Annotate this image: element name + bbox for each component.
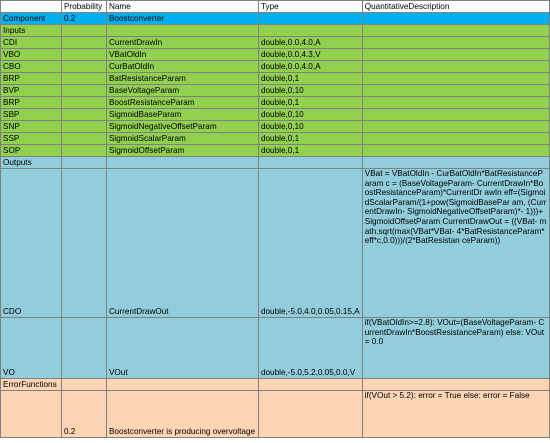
input-name-cell[interactable]: SigmoidScalarParam	[106, 133, 258, 145]
output-type-cell[interactable]: double,-5.0,5.2,0.05,0.0,V	[258, 318, 362, 379]
input-id-cell[interactable]: BRP	[1, 73, 62, 85]
output-description-cell[interactable]: if(VBatOldIn>=2.8): VOut=(BaseVoltageParam- CurrentDrawIn*BoostResistanceParam) else: VOut = 0.0	[362, 318, 549, 379]
inputs-empty-cell[interactable]	[258, 25, 362, 37]
error-name-cell[interactable]: Boostconverter is producing overvoltage	[106, 391, 258, 438]
inputs-label-cell[interactable]: Inputs	[1, 25, 62, 37]
input-type-cell[interactable]: double,0,10	[258, 85, 362, 97]
input-type-cell[interactable]: double,0,10	[258, 109, 362, 121]
component-label-cell[interactable]: Component	[1, 13, 62, 25]
header-cell-quantitative-description[interactable]: QuantitativeDescription	[362, 1, 549, 13]
input-row	[1, 49, 550, 61]
input-row	[1, 145, 550, 157]
component-probability-cell[interactable]: 0.2	[61, 13, 106, 25]
input-probability-cell[interactable]	[61, 109, 106, 121]
input-id-cell[interactable]: SBP	[1, 109, 62, 121]
input-probability-cell[interactable]	[61, 61, 106, 73]
error-row	[1, 391, 550, 438]
outputs-empty-cell[interactable]	[106, 157, 258, 169]
input-description-cell[interactable]	[362, 37, 549, 49]
input-name-cell[interactable]: SigmoidBaseParam	[106, 109, 258, 121]
input-probability-cell[interactable]	[61, 37, 106, 49]
input-probability-cell[interactable]	[61, 73, 106, 85]
component-type-cell[interactable]	[258, 13, 362, 25]
input-row	[1, 97, 550, 109]
input-probability-cell[interactable]	[61, 85, 106, 97]
input-type-cell[interactable]: double,0,1	[258, 97, 362, 109]
inputs-empty-cell[interactable]	[61, 25, 106, 37]
input-probability-cell[interactable]	[61, 49, 106, 61]
input-name-cell[interactable]: SigmoidOffsetParam	[106, 145, 258, 157]
inputs-section-row	[1, 25, 550, 37]
output-row	[1, 169, 550, 318]
input-description-cell[interactable]	[362, 85, 549, 97]
inputs-empty-cell[interactable]	[362, 25, 549, 37]
input-id-cell[interactable]: CDI	[1, 37, 62, 49]
input-name-cell[interactable]: CurBatOldIn	[106, 61, 258, 73]
component-row	[1, 13, 550, 25]
input-row	[1, 85, 550, 97]
component-description-cell[interactable]	[362, 13, 549, 25]
input-description-cell[interactable]	[362, 49, 549, 61]
input-name-cell[interactable]: VBatOldIn	[106, 49, 258, 61]
input-probability-cell[interactable]	[61, 97, 106, 109]
errors-section-row	[1, 379, 550, 391]
input-probability-cell[interactable]	[61, 145, 106, 157]
input-description-cell[interactable]	[362, 61, 549, 73]
output-name-cell[interactable]: VOut	[106, 318, 258, 379]
error-type-cell[interactable]	[258, 391, 362, 438]
component-name-cell[interactable]: Boostconverter	[106, 13, 258, 25]
input-row	[1, 73, 550, 85]
output-probability-cell[interactable]	[61, 318, 106, 379]
input-name-cell[interactable]: SigmoidNegativeOffsetParam	[106, 121, 258, 133]
input-row	[1, 61, 550, 73]
header-cell-probability[interactable]: Probability	[61, 1, 106, 13]
input-row	[1, 121, 550, 133]
outputs-empty-cell[interactable]	[362, 157, 549, 169]
header-row	[1, 1, 550, 13]
input-description-cell[interactable]	[362, 133, 549, 145]
output-description-cell[interactable]: VBat = VBatOldIn - CurBatOldIn*BatResistanceParam c = (BaseVoltageParam- CurrentDrawIn*BoostResistanceParam)*CurrentDr awIn eff=(SigmoidScalarParam/(1+pow(SigmoidBasePar am, (CurrentDrawIn- SigmoidNegativeOffsetParam)*- 1)))+SigmoidOffsetParam CurrentDrawOut = ((VBat- math.sqrt(max(VBat*VBat- 4*BatResistanceParam*eff*c,0.0)))/(2*BatResistan ceParam))	[362, 169, 549, 318]
input-probability-cell[interactable]	[61, 133, 106, 145]
input-description-cell[interactable]	[362, 109, 549, 121]
input-id-cell[interactable]: SNP	[1, 121, 62, 133]
input-row	[1, 109, 550, 121]
outputs-section-row	[1, 157, 550, 169]
input-probability-cell[interactable]	[61, 121, 106, 133]
input-description-cell[interactable]	[362, 121, 549, 133]
input-row	[1, 37, 550, 49]
output-id-cell[interactable]: VO	[1, 318, 62, 379]
output-name-cell[interactable]: CurrentDrawOut	[106, 169, 258, 318]
errors-label-cell[interactable]: ErrorFunctions	[1, 379, 62, 391]
input-type-cell[interactable]: double,0.0,4.0,A	[258, 37, 362, 49]
input-description-cell[interactable]	[362, 73, 549, 85]
input-type-cell[interactable]: double,0,1	[258, 145, 362, 157]
input-row	[1, 133, 550, 145]
errors-empty-cell[interactable]	[258, 379, 362, 391]
input-type-cell[interactable]: double,0.0,4.3,V	[258, 49, 362, 61]
output-row	[1, 318, 550, 379]
output-type-cell[interactable]: double,-5.0,4.0,0.05,0.15,A	[258, 169, 362, 318]
input-id-cell[interactable]: CBO	[1, 61, 62, 73]
input-name-cell[interactable]: BoostResistanceParam	[106, 97, 258, 109]
input-id-cell[interactable]: BVP	[1, 85, 62, 97]
input-type-cell[interactable]: double,0.0,4.0,A	[258, 61, 362, 73]
error-probability-cell[interactable]: 0.2	[61, 391, 106, 438]
error-id-cell[interactable]	[1, 391, 62, 438]
header-cell-type[interactable]: Type	[258, 1, 362, 13]
input-type-cell[interactable]: double,0,10	[258, 121, 362, 133]
input-description-cell[interactable]	[362, 97, 549, 109]
outputs-empty-cell[interactable]	[61, 157, 106, 169]
input-id-cell[interactable]: SSP	[1, 133, 62, 145]
input-type-cell[interactable]: double,0,1	[258, 73, 362, 85]
inputs-empty-cell[interactable]	[106, 25, 258, 37]
outputs-label-cell[interactable]: Outputs	[1, 157, 62, 169]
input-type-cell[interactable]: double,0,1	[258, 133, 362, 145]
input-name-cell[interactable]: BaseVoltageParam	[106, 85, 258, 97]
errors-empty-cell[interactable]	[362, 379, 549, 391]
output-id-cell[interactable]: CDO	[1, 169, 62, 318]
input-description-cell[interactable]	[362, 145, 549, 157]
error-description-cell[interactable]: if(VOut > 5.2): error = True else: error = False	[362, 391, 549, 438]
input-id-cell[interactable]: VBO	[1, 49, 62, 61]
output-probability-cell[interactable]	[61, 169, 106, 318]
header-cell-a[interactable]	[1, 1, 62, 13]
input-name-cell[interactable]: CurrentDrawIn	[106, 37, 258, 49]
errors-empty-cell[interactable]	[106, 379, 258, 391]
input-id-cell[interactable]: SOP	[1, 145, 62, 157]
header-cell-name[interactable]: Name	[106, 1, 258, 13]
input-id-cell[interactable]: BRP	[1, 97, 62, 109]
errors-empty-cell[interactable]	[61, 379, 106, 391]
outputs-empty-cell[interactable]	[258, 157, 362, 169]
input-name-cell[interactable]: BatResistanceParam	[106, 73, 258, 85]
